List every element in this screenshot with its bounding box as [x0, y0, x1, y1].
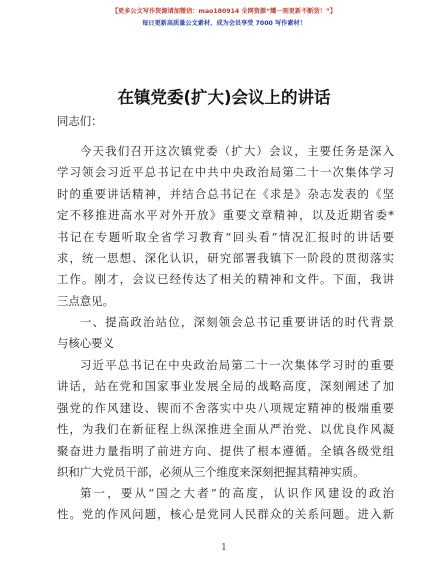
- paragraph-intro: [57, 141, 394, 312]
- text-line: 聚奋进力量指明了前进方向、提供了根本遵循。全镇各级党组: [57, 443, 394, 458]
- text-line: 第一，要从“国之大者”的高度，认识作风建设的政治: [80, 486, 394, 500]
- text-line: 一、提高政治站位，深刻领会总书记重要讲话的时代背景: [80, 315, 394, 329]
- text-line: 定不移推进高水平对外开放》重要文章精神，以及近期省委*: [57, 208, 394, 223]
- paragraph-speech-significance: [57, 355, 394, 483]
- page-number: 1: [221, 543, 227, 553]
- text-line: 时的重要讲话精神，并结合总书记在《求是》杂志发表的《坚: [57, 186, 394, 201]
- text-line: 学习领会习近平总书记在中共中央政治局第二十一次集体学习: [57, 165, 394, 180]
- paragraph-first-point: [57, 483, 394, 526]
- text-line: 求，统一思想、深化认识，研究部署我镇下一阶段的贯彻落实: [57, 251, 394, 266]
- salutation: 同志们：: [57, 114, 103, 128]
- text-line: 习近平总书记在中央政治局第二十一次集体学习时的重要: [80, 358, 394, 372]
- text-line: 强党的作风建设、锲而不舍落实中央八项规定精神的极端重要: [57, 400, 394, 415]
- promo-banner-line-2: 每日更新高质量公文素材，成为会员享受 7000 写作素材！: [142, 20, 306, 27]
- text-line: 工作。刚才，会议已经传达了相关的精神和文件。下面，我讲: [57, 272, 394, 287]
- section-heading-1: [57, 312, 394, 355]
- promo-banner-line-1: 【更多公文写作资源请加微信：mao180914 全网资源“耀一刻更新不断货！”】: [111, 8, 337, 15]
- text-line: 书记在专题听取全省学习教育“回头看”情况汇报时的讲话要: [57, 229, 394, 244]
- text-line: 织和广大党员干部，必须从三个维度来深刻把握其精神实质。: [57, 465, 365, 480]
- text-line: 性，为我们在新征程上纵深推进全面从严治党、以优良作风凝: [57, 422, 394, 437]
- text-line: 讲话，站在党和国家事业发展全局的战略高度，深刻阐述了加: [57, 379, 394, 394]
- document-title: 在镇党委(扩大)会议上的讲话: [117, 88, 331, 107]
- text-line: 与核心要义: [57, 336, 114, 351]
- text-line: 三点意见。: [57, 293, 114, 308]
- text-line: 今天我们召开这次镇党委（扩大）会议，主要任务是深入: [80, 144, 394, 158]
- text-line: 性。党的作风问题，核心是党同人民群众的关系问题。进入新: [57, 507, 394, 522]
